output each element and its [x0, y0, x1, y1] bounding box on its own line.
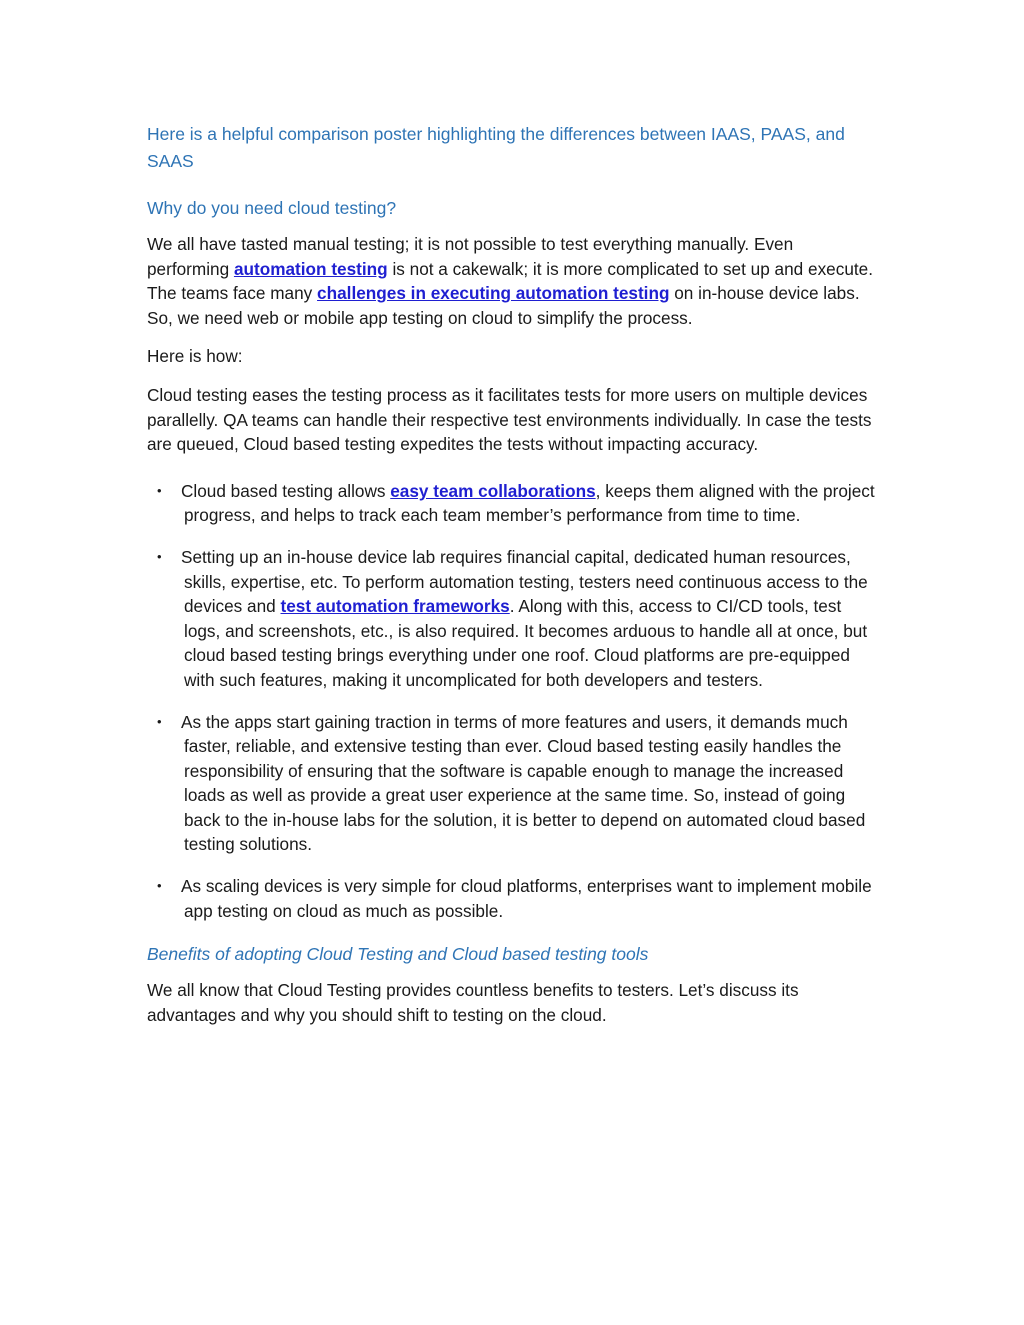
list-item [147, 874, 877, 923]
bullet-1-text-2: , keeps them aligned with the project progress, and helps to track each team member’s performance from time to time. [184, 480, 875, 526]
intro-text-2: is not a cakewalk; it is more complicated to set up and execute. The teams face many [147, 258, 873, 304]
bullet-4-text: As scaling devices is very simple for cloud platforms, enterprises want to implement mobile app testing on cloud as much as possible. [181, 876, 872, 921]
intro-text-3: on in-house device labs. So, we need web or mobile app testing on cloud to simplify the process. [147, 283, 860, 328]
easy-team-collaborations-link[interactable]: easy team collaborations [390, 480, 596, 501]
bullet-icon: • [157, 548, 162, 564]
automation-testing-link[interactable]: automation testing [233, 258, 388, 279]
document-content [147, 121, 877, 1041]
bullet-icon: • [157, 878, 162, 894]
list-item [147, 710, 877, 858]
intro-text-1: We all have tasted manual testing; it is not possible to test everything manually. Even performing [147, 234, 794, 279]
intro-paragraph [147, 232, 877, 330]
here-is-how-text: Here is how: [147, 346, 243, 367]
list-item [147, 545, 877, 693]
benefits-bullet-list [147, 479, 877, 924]
bullet-icon: • [157, 482, 162, 498]
section-heading-benefits: Benefits of adopting Cloud Testing and Cloud based testing tools [147, 944, 649, 965]
challenges-automation-testing-link[interactable]: challenges in executing automation testing [317, 283, 670, 304]
bullet-2-text-2: . Along with this, access to CI/CD tools, test logs, and screenshots, etc., is also required. It becomes arduous to handle all at once, but cloud based testing brings everything under one roof. Cloud platforms are pre-equipped with such features, making it uncomplicated for both developers and testers. [184, 596, 868, 690]
cloud-testing-paragraph: Cloud testing eases the testing process as it facilitates tests for more users on multiple devices parallelly. QA teams can handle their respective test environments individually. In case the tests are queued, Cloud based testing expedites the tests without impacting accuracy. [147, 384, 872, 455]
section-heading-why-cloud-testing: Why do you need cloud testing? [147, 198, 397, 218]
test-automation-frameworks-link[interactable]: test automation frameworks [280, 596, 510, 617]
poster-heading: Here is a helpful comparison poster highlighting the differences between IAAS, PAAS, and SAAS [147, 124, 845, 171]
bullet-3-text: As the apps start gaining traction in terms of more features and users, it demands much faster, reliable, and extensive testing than ever. Cloud based testing easily handles the responsibility of ensuring that the software is capable enough to manage the increased loads as well as provide a great user experience at the same time. So, instead of going back to the in-house labs for the solution, it is better to depend on automated cloud based testing solutions. [181, 711, 866, 855]
list-item [147, 479, 877, 528]
closing-paragraph: We all know that Cloud Testing provides countless benefits to testers. Let’s discuss its advantages and why you should shift to testing on the cloud. [147, 980, 799, 1025]
bullet-icon: • [157, 713, 162, 729]
bullet-1-text-1: Cloud based testing allows [181, 480, 391, 501]
bullet-2-text-1: Setting up an in-house device lab requires financial capital, dedicated human resources, skills, expertise, etc. To perform automation testing, testers need continuous access to the devices and [181, 546, 868, 617]
